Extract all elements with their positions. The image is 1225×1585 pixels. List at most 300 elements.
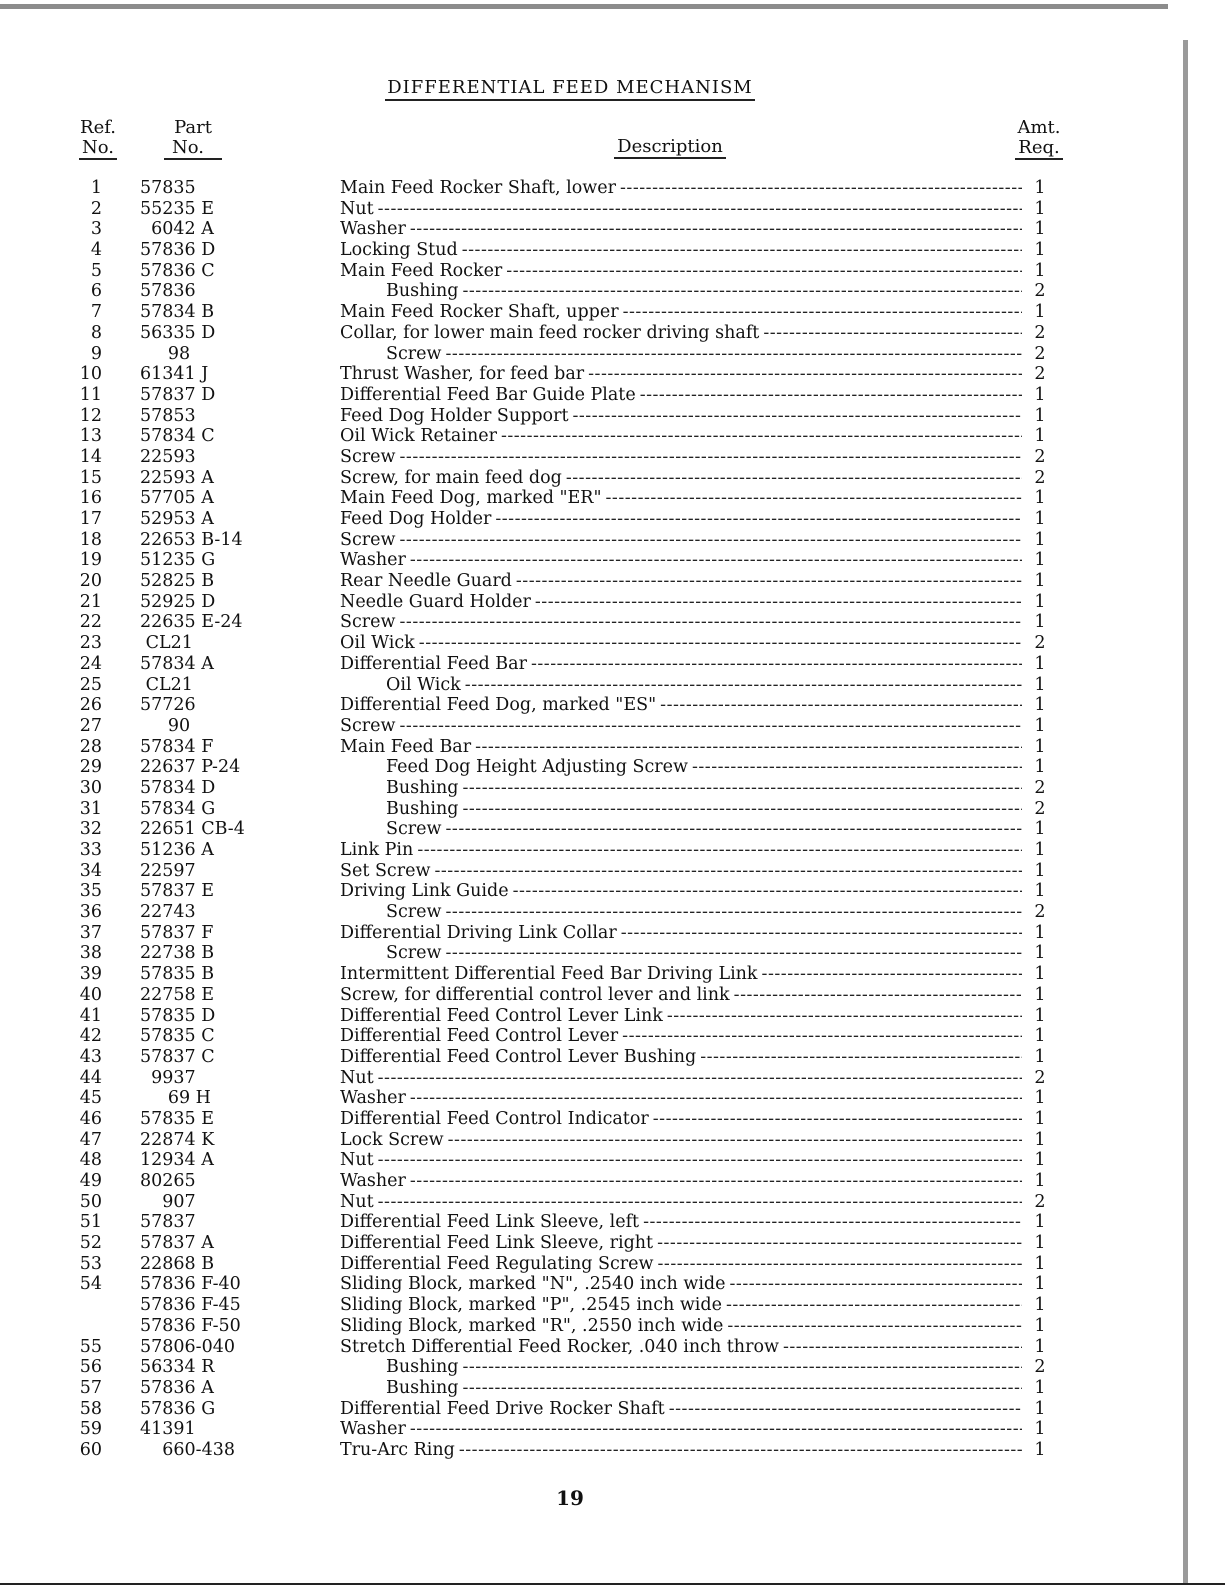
part-header-line1: Part xyxy=(174,117,212,138)
dot-leader xyxy=(531,654,1022,675)
description-cell xyxy=(340,985,1022,1006)
description-text: Intermittent Differential Feed Bar Driving Link xyxy=(340,964,758,985)
amount-required: 1 xyxy=(1034,571,1046,592)
table-row xyxy=(0,964,1225,985)
description-cell xyxy=(340,1171,1022,1192)
dot-leader xyxy=(783,1337,1022,1358)
description-cell xyxy=(386,799,1022,820)
part-number: 57837 D xyxy=(140,384,216,405)
amount-required: 1 xyxy=(1034,426,1046,447)
table-row xyxy=(0,1026,1225,1047)
ref-number: 16 xyxy=(79,488,102,509)
amount-required: 1 xyxy=(1034,219,1046,240)
ref-number: 46 xyxy=(79,1108,102,1129)
description-cell xyxy=(340,219,1022,240)
ref-number: 20 xyxy=(79,571,102,592)
description-text: Bushing xyxy=(386,777,459,798)
table-row xyxy=(0,199,1225,220)
description-text: Nut xyxy=(340,1191,374,1212)
description-text: Sliding Block, marked "R", .2550 inch wide xyxy=(340,1315,724,1336)
table-row xyxy=(0,737,1225,758)
amount-required: 2 xyxy=(1034,467,1046,488)
amount-required: 2 xyxy=(1034,364,1046,385)
description-header-text: Description xyxy=(614,137,726,159)
dot-leader xyxy=(446,344,1023,365)
dot-leader xyxy=(501,426,1022,447)
description-text: Washer xyxy=(340,1171,406,1191)
description-cell xyxy=(340,1026,1022,1047)
part-number: 56334 R xyxy=(140,1357,215,1378)
table-row xyxy=(0,1295,1225,1316)
ref-number: 37 xyxy=(79,922,102,943)
part-number: 57836 F-45 xyxy=(140,1295,241,1316)
table-row xyxy=(0,1378,1225,1399)
amount-required: 1 xyxy=(1034,653,1046,674)
dot-leader xyxy=(410,1171,1022,1192)
description-cell xyxy=(340,1068,1022,1089)
description-cell xyxy=(340,1274,1022,1295)
ref-number: 32 xyxy=(79,819,102,840)
description-text: Differential Feed Bar xyxy=(340,653,527,674)
table-row xyxy=(0,1440,1225,1461)
table-row xyxy=(0,1254,1225,1275)
amount-required: 1 xyxy=(1034,405,1046,426)
description-text: Screw xyxy=(386,902,442,923)
amount-required: 2 xyxy=(1034,343,1046,364)
part-number: 57835 B xyxy=(140,964,215,985)
description-cell xyxy=(340,1399,1022,1420)
amount-required: 1 xyxy=(1034,860,1046,881)
part-number: 52925 D xyxy=(140,591,216,612)
amount-required: 2 xyxy=(1034,281,1046,302)
description-cell xyxy=(340,1109,1022,1130)
dot-leader xyxy=(622,1026,1022,1047)
ref-number: 48 xyxy=(79,1150,102,1171)
ref-number: 59 xyxy=(79,1419,102,1440)
description-text: Screw xyxy=(386,343,442,364)
dot-leader xyxy=(727,1316,1022,1337)
description-text: Oil Wick xyxy=(340,633,415,654)
description-cell xyxy=(386,757,1022,778)
part-number: 12934 A xyxy=(140,1150,214,1171)
ref-header-line1: Ref. xyxy=(80,117,116,138)
part-number: 22593 xyxy=(140,446,196,467)
amount-required: 1 xyxy=(1034,674,1046,695)
description-text: Screw xyxy=(340,446,396,467)
ref-number: 33 xyxy=(79,840,102,860)
dot-leader xyxy=(462,778,1022,799)
dot-leader xyxy=(653,1109,1022,1130)
description-text: Screw xyxy=(340,529,396,550)
amount-required: 2 xyxy=(1034,902,1046,923)
table-row xyxy=(0,778,1225,799)
ref-number: 58 xyxy=(79,1398,102,1419)
dot-leader xyxy=(417,840,1022,861)
dot-leader xyxy=(400,447,1023,468)
part-number: 9937 xyxy=(140,1067,196,1088)
table-row xyxy=(0,881,1225,902)
description-text: Thrust Washer, for feed bar xyxy=(340,364,585,385)
dot-leader xyxy=(410,550,1022,571)
part-number: 57726 xyxy=(140,695,196,716)
ref-number: 45 xyxy=(79,1088,102,1109)
description-cell xyxy=(340,509,1022,530)
description-cell xyxy=(340,1295,1022,1316)
ref-no-header xyxy=(70,118,126,160)
table-row xyxy=(0,509,1225,530)
description-cell xyxy=(340,199,1022,220)
amt-header-line1: Amt. xyxy=(1017,117,1061,138)
table-row xyxy=(0,302,1225,323)
part-number: 57836 D xyxy=(140,240,216,261)
description-text: Oil Wick Retainer xyxy=(340,426,497,447)
table-row xyxy=(0,344,1225,365)
ref-number: 47 xyxy=(79,1129,102,1150)
description-cell xyxy=(340,302,1022,323)
dot-leader xyxy=(726,1295,1022,1316)
table-row xyxy=(0,799,1225,820)
description-cell xyxy=(340,592,1022,613)
dot-leader xyxy=(763,323,1022,344)
dot-leader xyxy=(506,261,1022,282)
table-row xyxy=(0,1109,1225,1130)
description-cell xyxy=(386,778,1022,799)
description-cell xyxy=(340,468,1022,489)
part-number: 22758 E xyxy=(140,984,215,1005)
description-text: Main Feed Dog, marked "ER" xyxy=(340,488,602,509)
part-number: 22743 xyxy=(140,902,196,923)
description-text: Differential Feed Link Sleeve, left xyxy=(340,1212,640,1233)
table-row xyxy=(0,1337,1225,1358)
description-text: Differential Driving Link Collar xyxy=(340,922,617,943)
part-number: 57837 xyxy=(140,1212,196,1233)
part-number: 57834 A xyxy=(140,653,214,674)
dot-leader xyxy=(410,219,1022,240)
part-number: 52953 A xyxy=(140,509,214,529)
amount-required: 2 xyxy=(1034,1357,1046,1378)
description-text: Screw, for differential control lever and link xyxy=(340,984,730,1005)
part-number: 57806-040 xyxy=(140,1336,235,1357)
table-row xyxy=(0,1047,1225,1068)
amount-required: 1 xyxy=(1034,819,1046,840)
table-row xyxy=(0,612,1225,633)
description-cell xyxy=(340,1440,1022,1461)
description-text: Rear Needle Guard xyxy=(340,571,512,592)
description-text: Tru-Arc Ring xyxy=(340,1439,455,1460)
description-text: Feed Dog Holder xyxy=(340,509,492,529)
table-row xyxy=(0,550,1225,571)
part-number: 57836 A xyxy=(140,1377,214,1398)
table-row xyxy=(0,323,1225,344)
description-text: Lock Screw xyxy=(340,1129,444,1150)
dot-leader xyxy=(572,406,1022,427)
amount-required: 1 xyxy=(1034,1274,1046,1295)
description-text: Main Feed Rocker Shaft, upper xyxy=(340,302,619,323)
part-number: 69 H xyxy=(140,1088,211,1109)
ref-number: 4 xyxy=(90,240,102,261)
part-number: 98 xyxy=(140,343,191,364)
description-cell xyxy=(340,1130,1022,1151)
amount-required: 1 xyxy=(1034,1377,1046,1398)
description-cell xyxy=(340,861,1022,882)
parts-list xyxy=(0,178,1225,1461)
ref-number: 53 xyxy=(79,1253,102,1274)
description-text: Link Pin xyxy=(340,840,414,860)
dot-leader xyxy=(566,468,1022,489)
dot-leader xyxy=(620,178,1022,199)
description-text: Differential Feed Regulating Screw xyxy=(340,1253,654,1274)
description-text: Differential Feed Link Sleeve, right xyxy=(340,1233,654,1254)
description-cell xyxy=(386,1357,1022,1378)
description-text: Differential Feed Bar Guide Plate xyxy=(340,384,636,405)
description-text: Differential Feed Control Indicator xyxy=(340,1108,649,1129)
amt-header-line2: Req. xyxy=(1015,138,1062,160)
ref-number: 9 xyxy=(90,343,102,364)
dot-leader xyxy=(446,902,1023,923)
part-number: 52825 B xyxy=(140,571,215,592)
dot-leader xyxy=(378,199,1022,220)
part-number: 51236 A xyxy=(140,840,214,860)
table-row xyxy=(0,1419,1225,1440)
amount-required: 2 xyxy=(1034,1191,1046,1212)
table-row xyxy=(0,447,1225,468)
amount-required: 1 xyxy=(1034,943,1046,964)
description-cell xyxy=(340,261,1022,282)
part-number: 22597 xyxy=(140,860,196,881)
description-text: Washer xyxy=(340,1088,406,1109)
ref-number: 54 xyxy=(79,1274,102,1295)
description-text: Washer xyxy=(340,550,406,571)
description-text: Differential Feed Dog, marked "ES" xyxy=(340,695,657,716)
description-text: Differential Feed Control Lever xyxy=(340,1026,619,1047)
amount-required: 2 xyxy=(1034,633,1046,654)
dot-leader xyxy=(621,923,1022,944)
description-text: Nut xyxy=(340,198,374,219)
amount-required: 1 xyxy=(1034,1150,1046,1171)
description-cell xyxy=(340,447,1022,468)
part-number: 55235 E xyxy=(140,198,215,219)
amount-required: 1 xyxy=(1034,591,1046,612)
table-row xyxy=(0,1130,1225,1151)
amount-required: 1 xyxy=(1034,1439,1046,1460)
amount-required: 2 xyxy=(1034,777,1046,798)
table-row xyxy=(0,1171,1225,1192)
description-cell xyxy=(340,737,1022,758)
dot-leader xyxy=(692,757,1022,778)
amount-required: 1 xyxy=(1034,1005,1046,1026)
description-text: Stretch Differential Feed Rocker, .040 inch throw xyxy=(340,1336,779,1357)
ref-number: 57 xyxy=(79,1377,102,1398)
amount-required: 1 xyxy=(1034,612,1046,633)
description-text: Bushing xyxy=(386,1357,459,1378)
dot-leader xyxy=(660,695,1022,716)
table-row xyxy=(0,716,1225,737)
part-number: CL21 xyxy=(140,674,193,695)
table-row xyxy=(0,1006,1225,1027)
part-number: 6042 A xyxy=(140,219,214,240)
ref-number: 2 xyxy=(90,198,102,219)
description-cell xyxy=(340,406,1022,427)
part-number: 57837 F xyxy=(140,922,214,943)
ref-number: 35 xyxy=(79,881,102,902)
dot-leader xyxy=(535,592,1022,613)
part-number: 22874 K xyxy=(140,1129,215,1150)
ref-number: 22 xyxy=(79,612,102,633)
table-row xyxy=(0,675,1225,696)
description-cell xyxy=(340,240,1022,261)
amount-required: 1 xyxy=(1034,1398,1046,1419)
table-row xyxy=(0,985,1225,1006)
ref-number: 14 xyxy=(79,446,102,467)
amount-required: 1 xyxy=(1034,715,1046,736)
page-title xyxy=(0,77,1140,98)
amount-required: 1 xyxy=(1034,1253,1046,1274)
dot-leader xyxy=(465,675,1022,696)
ref-number: 30 xyxy=(79,777,102,798)
ref-number: 52 xyxy=(79,1233,102,1254)
description-cell xyxy=(386,902,1022,923)
amount-required: 1 xyxy=(1034,1129,1046,1150)
amount-required: 1 xyxy=(1034,529,1046,550)
dot-leader xyxy=(446,943,1023,964)
amount-required: 2 xyxy=(1034,446,1046,467)
description-text: Bushing xyxy=(386,1377,459,1398)
ref-number: 42 xyxy=(79,1026,102,1047)
part-number: 660-438 xyxy=(140,1439,235,1460)
amount-required: 1 xyxy=(1034,260,1046,281)
part-number: 57836 xyxy=(140,281,196,302)
part-number: 57837 C xyxy=(140,1046,215,1067)
amount-required: 1 xyxy=(1034,1026,1046,1047)
dot-leader xyxy=(762,964,1022,985)
part-number: 57836 G xyxy=(140,1398,216,1419)
dot-leader xyxy=(400,530,1023,551)
description-text: Washer xyxy=(340,1419,406,1440)
page-number: 19 xyxy=(556,1486,584,1510)
dot-leader xyxy=(410,1088,1022,1109)
ref-number: 28 xyxy=(79,736,102,757)
dot-leader xyxy=(667,1006,1022,1027)
amount-required: 1 xyxy=(1034,736,1046,757)
description-text: Locking Stud xyxy=(340,240,458,261)
description-cell xyxy=(340,1088,1022,1109)
dot-leader xyxy=(588,364,1022,385)
table-row xyxy=(0,281,1225,302)
ref-number: 55 xyxy=(79,1336,102,1357)
part-number: 22653 B-14 xyxy=(140,529,243,550)
ref-number: 34 xyxy=(79,860,102,881)
amount-required: 1 xyxy=(1034,1046,1046,1067)
ref-number: 60 xyxy=(79,1439,102,1460)
dot-leader xyxy=(378,1150,1022,1171)
amount-required: 1 xyxy=(1034,198,1046,219)
description-cell xyxy=(340,1192,1022,1213)
amount-required: 1 xyxy=(1034,178,1046,198)
part-number: 22651 CB-4 xyxy=(140,819,245,840)
amount-required: 1 xyxy=(1034,1171,1046,1191)
ref-number: 44 xyxy=(79,1067,102,1088)
description-cell xyxy=(340,178,1022,199)
dot-leader xyxy=(378,1192,1022,1213)
description-text: Washer xyxy=(340,219,406,240)
description-cell xyxy=(386,344,1022,365)
ref-number: 10 xyxy=(79,364,102,385)
description-text: Bushing xyxy=(386,281,459,302)
ref-number: 17 xyxy=(79,509,102,529)
dot-leader xyxy=(419,633,1022,654)
dot-leader xyxy=(657,1233,1022,1254)
dot-leader xyxy=(378,1068,1022,1089)
description-cell xyxy=(340,364,1022,385)
ref-number: 39 xyxy=(79,964,102,985)
part-number: CL21 xyxy=(140,633,193,654)
table-row xyxy=(0,633,1225,654)
ref-number: 23 xyxy=(79,633,102,654)
table-row xyxy=(0,1068,1225,1089)
ref-number: 5 xyxy=(90,260,102,281)
part-number: 90 xyxy=(140,715,191,736)
dot-leader xyxy=(700,1047,1022,1068)
part-number: 22868 B xyxy=(140,1253,215,1274)
description-cell xyxy=(386,281,1022,302)
part-number: 57837 A xyxy=(140,1233,214,1254)
dot-leader xyxy=(446,819,1023,840)
description-cell xyxy=(340,530,1022,551)
amount-required: 1 xyxy=(1034,964,1046,985)
description-cell xyxy=(340,654,1022,675)
table-row xyxy=(0,943,1225,964)
amount-required: 2 xyxy=(1034,1067,1046,1088)
description-cell xyxy=(386,1378,1022,1399)
part-number: 51235 G xyxy=(140,550,216,571)
description-cell xyxy=(340,612,1022,633)
ref-number: 24 xyxy=(79,653,102,674)
description-text: Collar, for lower main feed rocker driving shaft xyxy=(340,322,760,343)
description-text: Screw xyxy=(386,819,442,840)
description-cell xyxy=(340,571,1022,592)
ref-number: 50 xyxy=(79,1191,102,1212)
table-row xyxy=(0,364,1225,385)
dot-leader xyxy=(513,881,1022,902)
dot-leader xyxy=(475,737,1022,758)
part-number: 57705 A xyxy=(140,488,214,509)
table-row xyxy=(0,385,1225,406)
ref-number: 11 xyxy=(79,384,102,405)
table-row xyxy=(0,468,1225,489)
dot-leader xyxy=(462,799,1022,820)
amount-required: 1 xyxy=(1034,1233,1046,1254)
description-text: Nut xyxy=(340,1067,374,1088)
dot-leader xyxy=(462,240,1022,261)
dot-leader xyxy=(448,1130,1022,1151)
description-text: Needle Guard Holder xyxy=(340,591,531,612)
table-row xyxy=(0,1192,1225,1213)
amount-required: 1 xyxy=(1034,1295,1046,1316)
table-row xyxy=(0,406,1225,427)
table-row xyxy=(0,1274,1225,1295)
part-number: 57834 C xyxy=(140,426,215,447)
description-cell xyxy=(340,1047,1022,1068)
part-number: 22738 B xyxy=(140,943,215,964)
description-text: Sliding Block, marked "N", .2540 inch wide xyxy=(340,1274,726,1295)
description-cell xyxy=(340,426,1022,447)
part-number: 22637 P-24 xyxy=(140,757,241,778)
table-row xyxy=(0,1088,1225,1109)
amount-required: 1 xyxy=(1034,488,1046,509)
description-text: Feed Dog Height Adjusting Screw xyxy=(386,757,688,778)
ref-number: 49 xyxy=(79,1171,102,1191)
dot-leader xyxy=(640,385,1022,406)
